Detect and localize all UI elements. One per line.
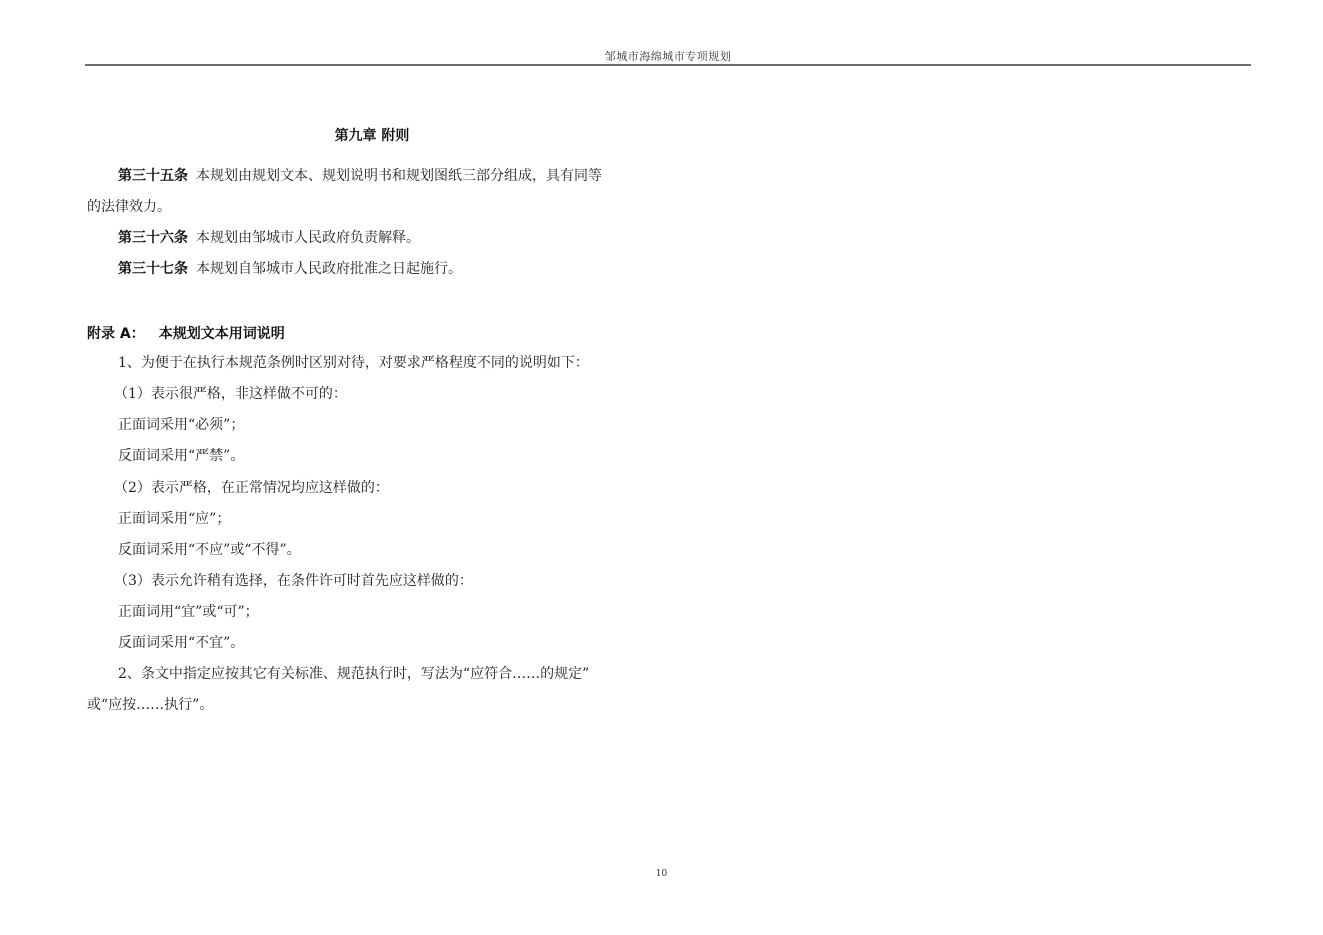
appendix-line: （1）表示很严格，非这样做不可的：: [114, 386, 347, 402]
article-number: 第三十七条: [118, 261, 188, 277]
article-text: 本规划自邹城市人民政府批准之日起施行。: [196, 261, 462, 277]
appendix-line: 正面词用“宜”或“可”；: [118, 604, 259, 620]
appendix-title: 本规划文本用词说明: [158, 326, 285, 342]
article-number: 第三十六条: [118, 230, 188, 246]
appendix-line: 正面词采用“必须”；: [118, 417, 245, 433]
appendix-label: 附录 A：: [87, 326, 145, 342]
article-35-continuation: 的法律效力。: [87, 199, 171, 215]
appendix-line: （2）表示严格，在正常情况均应这样做的：: [114, 480, 389, 496]
appendix-line: 2、条文中指定应按其它有关标准、规范执行时，写法为“应符合……的规定”: [118, 666, 590, 682]
appendix-line: 反面词采用“严禁”。: [118, 448, 245, 464]
article-36: [118, 229, 420, 247]
appendix-line: 反面词采用“不应”或“不得”。: [118, 542, 301, 558]
appendix-line: （3）表示允许稍有选择，在条件许可时首先应这样做的：: [114, 573, 473, 589]
page-header: [85, 46, 1251, 66]
appendix-line: 反面词采用“不宜”。: [118, 635, 245, 651]
article-text: 本规划由邹城市人民政府负责解释。: [196, 230, 420, 246]
appendix-line: 正面词采用“应”；: [118, 511, 231, 527]
appendix-heading: [87, 323, 285, 343]
chapter-title: 第九章 附则: [334, 128, 410, 144]
appendix-line: 或“应按……执行”。: [87, 697, 214, 713]
article-number: 第三十五条: [118, 168, 188, 184]
appendix-line: 1、为便于在执行本规范条例时区别对待，对要求严格程度不同的说明如下：: [118, 355, 589, 371]
article-37: [118, 260, 462, 278]
document-title: 邹城市海绵城市专项规划: [604, 50, 732, 63]
page-number: 10: [655, 869, 668, 879]
article-35: [118, 167, 602, 185]
article-text: 本规划由规划文本、规划说明书和规划图纸三部分组成，具有同等: [196, 168, 602, 184]
